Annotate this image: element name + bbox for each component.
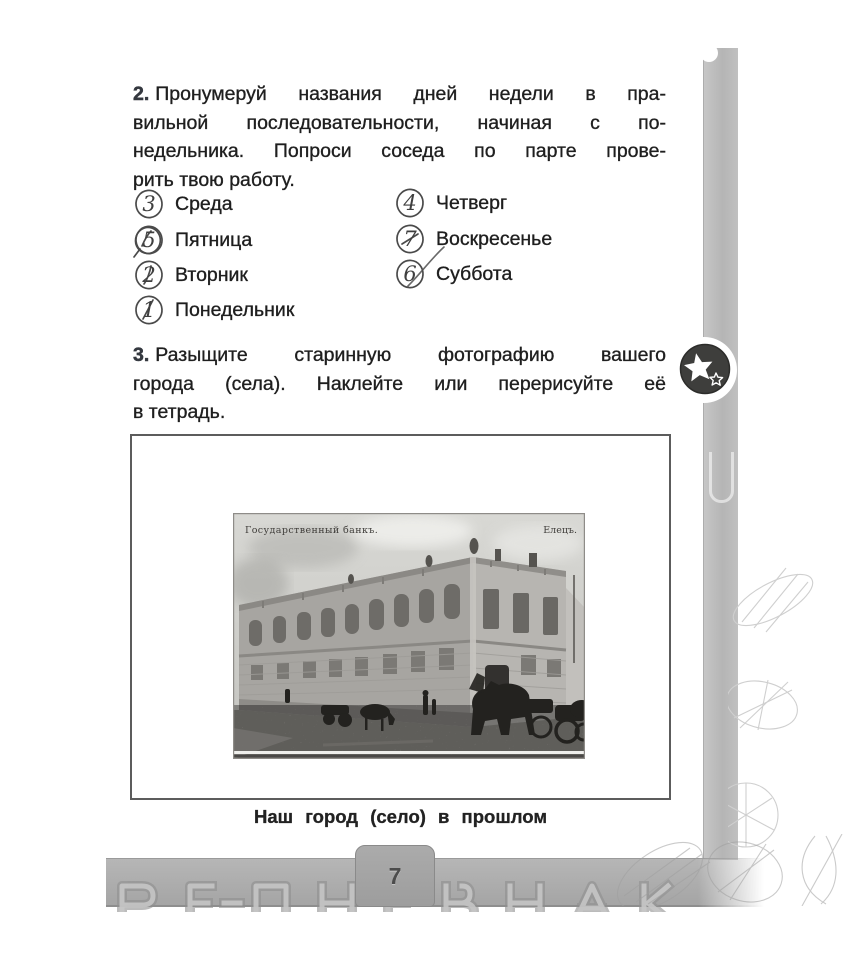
handwritten-number: 7	[403, 227, 417, 251]
photo-label-right: Елецъ.	[543, 525, 577, 536]
answer-circle[interactable]	[132, 223, 166, 257]
answer-circle[interactable]	[393, 186, 427, 220]
task2-paragraph	[133, 80, 666, 194]
photo-frame[interactable]	[130, 434, 671, 800]
answer-circle[interactable]	[132, 187, 166, 221]
handwritten-number: 2	[142, 263, 156, 287]
answer-circle[interactable]	[132, 293, 166, 327]
decor-sketch	[590, 834, 847, 906]
handwritten-number: 3	[142, 192, 156, 216]
pencil-stray-mark	[400, 240, 460, 292]
day-label: Вторник	[175, 263, 248, 286]
body-line	[133, 80, 666, 109]
star-badge	[668, 335, 738, 405]
photo-label-left: Государственный банкъ.	[245, 525, 379, 536]
body-line: рить твою работу.	[133, 168, 295, 191]
page-number-tab	[355, 845, 435, 907]
handwritten-number: 1	[142, 298, 156, 322]
body-line	[133, 341, 666, 370]
handwritten-number: 5	[142, 228, 156, 252]
day-row	[132, 293, 294, 327]
body-line: недельника. Попроси соседа по парте прове-	[133, 140, 666, 162]
day-row	[132, 187, 233, 221]
day-label: Пятница	[175, 228, 253, 251]
task2-number: 2.	[133, 83, 150, 105]
decor-sketch	[728, 540, 847, 860]
photo-caption: Наш город (село) в прошлом	[253, 806, 548, 827]
body-line-text: Пронумеруй названия дней недели в пра-	[155, 83, 666, 105]
body-line: вильной последовательности, начиная с по-	[133, 111, 666, 134]
body-line: в тетрадь.	[133, 401, 226, 423]
building-side-wing	[566, 588, 585, 716]
page-number: 7	[388, 862, 402, 889]
day-row	[393, 186, 507, 220]
task3-paragraph	[133, 341, 666, 427]
handwritten-number: 4	[403, 191, 417, 215]
answer-circle[interactable]	[132, 258, 166, 292]
day-label: Воскресенье	[436, 227, 553, 250]
pencil-stray-mark	[134, 249, 140, 257]
day-row	[132, 223, 252, 257]
day-label: Суббота	[436, 262, 513, 285]
strip-watermark-letter	[709, 452, 734, 503]
day-label: Четверг	[436, 191, 508, 214]
body-line-text: Разыщите старинную фотографию вашего	[155, 344, 666, 366]
body-line: города (села). Наклейте или перерисуйте её	[133, 372, 666, 395]
old-photo	[233, 513, 585, 759]
day-label: Понедельник	[175, 298, 295, 321]
task3-number: 3.	[133, 344, 150, 366]
day-row	[132, 258, 248, 292]
day-label: Среда	[175, 192, 233, 215]
handwritten-number: 6	[403, 262, 417, 286]
